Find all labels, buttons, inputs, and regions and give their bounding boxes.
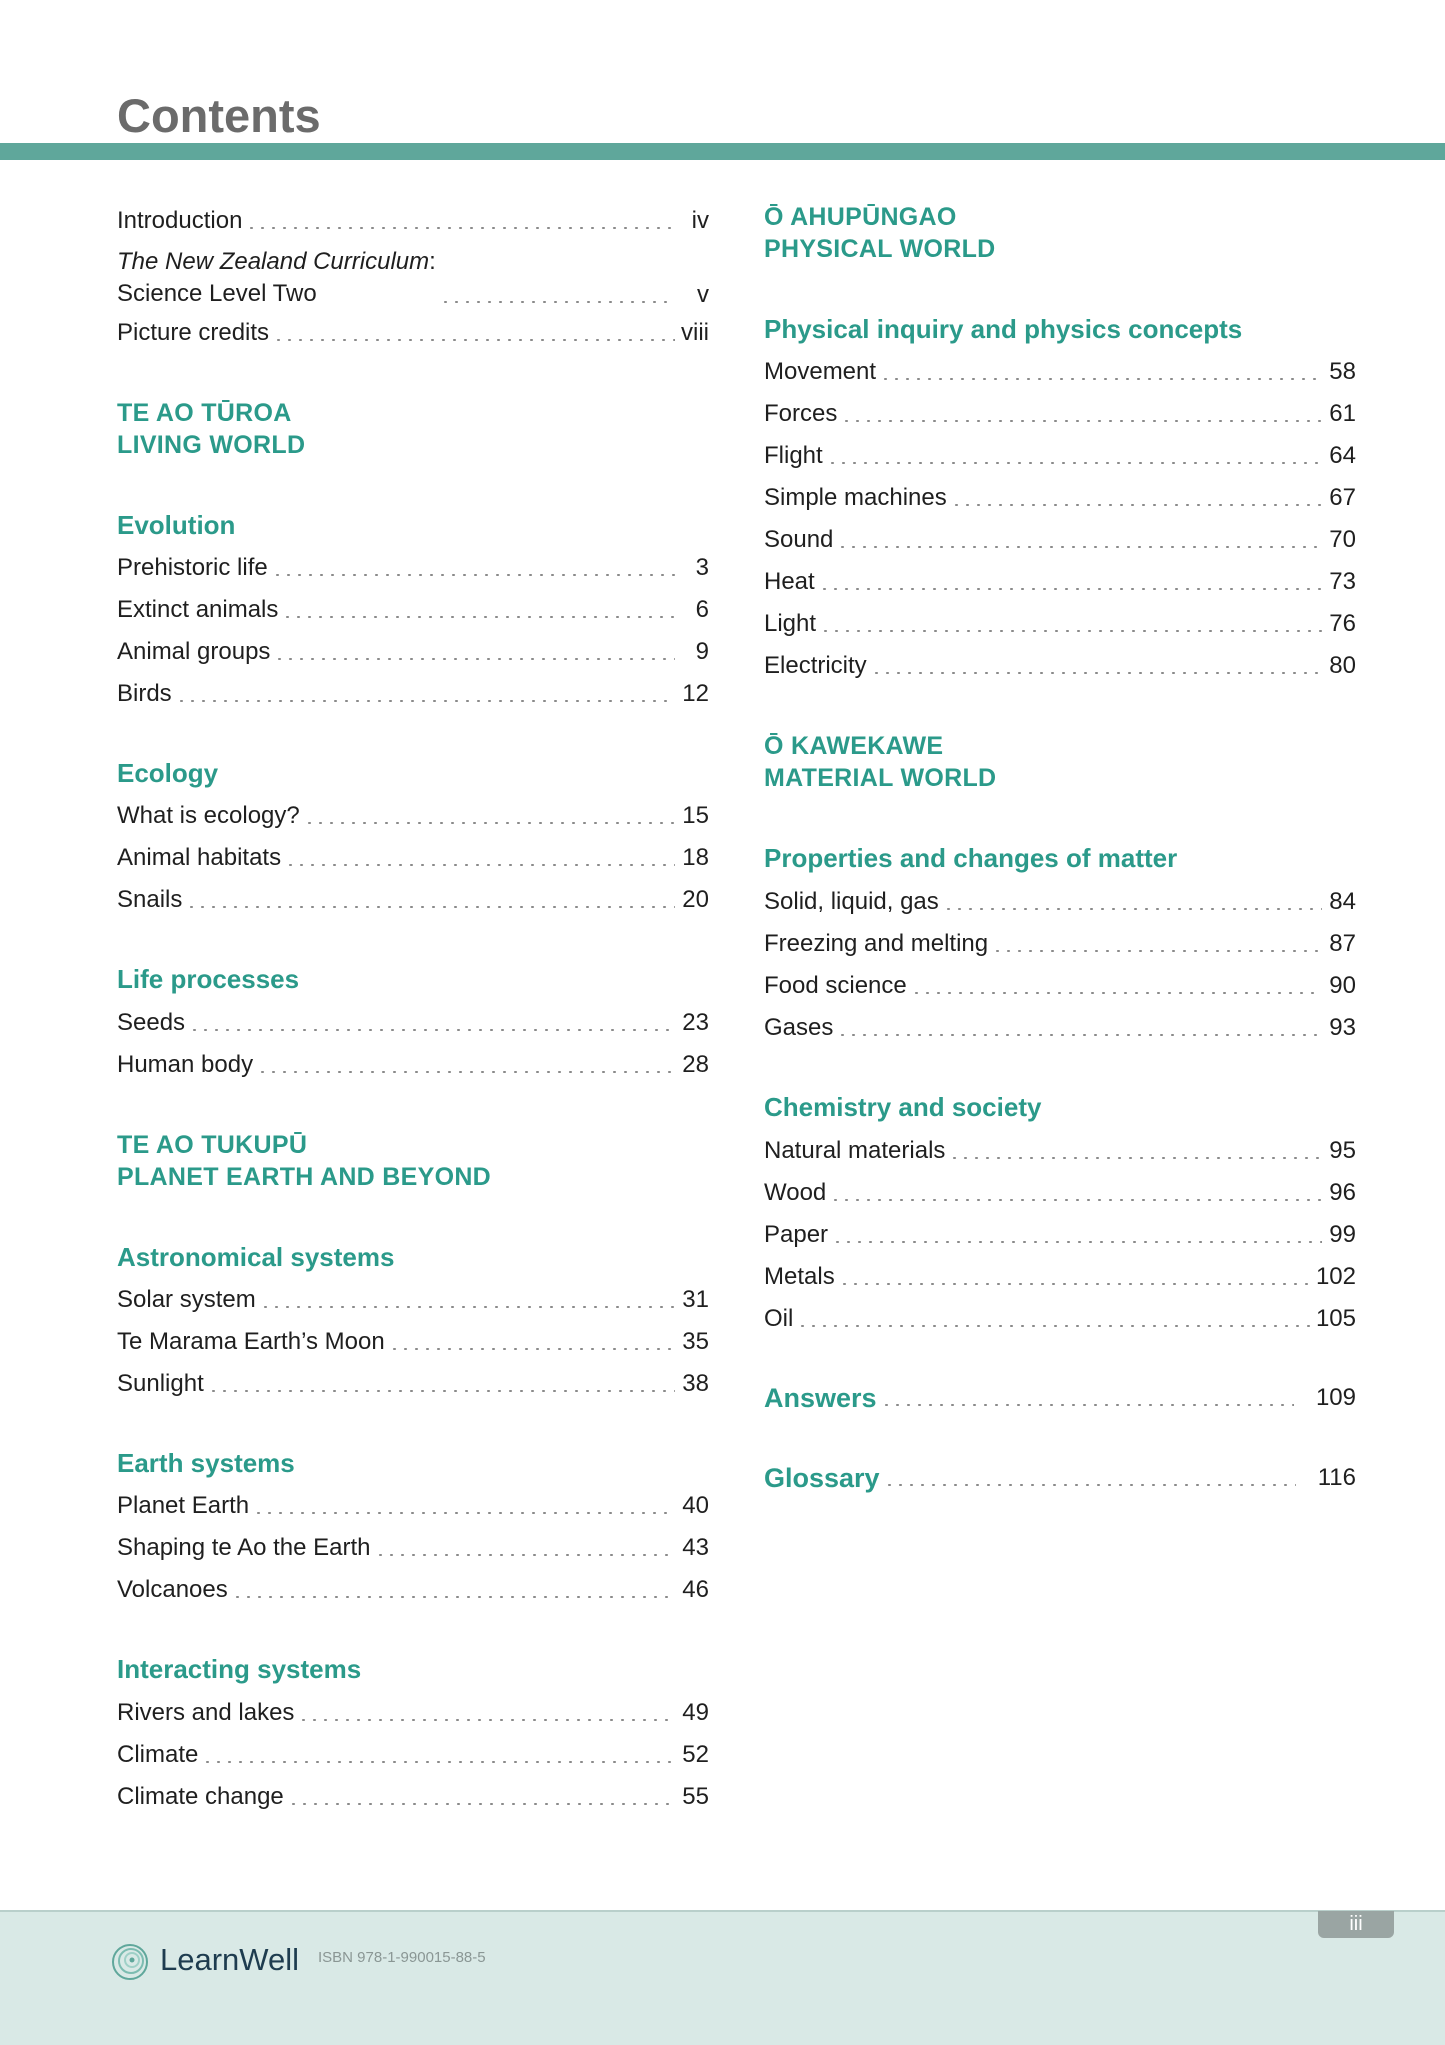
toc-entry[interactable]: Sunlight 38 xyxy=(117,1370,709,1397)
toc-entry[interactable]: What is ecology? 15 xyxy=(117,802,709,829)
toc-entry[interactable]: Sound 70 xyxy=(764,526,1356,553)
toc-entry[interactable]: Electricity 80 xyxy=(764,652,1356,679)
toc-entry[interactable]: Wood 96 xyxy=(764,1179,1356,1206)
title-rule xyxy=(0,143,1445,160)
toc-entry[interactable]: Solar system 31 xyxy=(117,1286,709,1313)
toc-entry-curriculum[interactable]: The New Zealand Curriculum: Science Level Two v xyxy=(117,248,709,308)
toc-entry[interactable]: Oil 105 xyxy=(764,1305,1356,1332)
section-heading-ecology: Ecology xyxy=(117,758,219,788)
curriculum-subtitle: Science Level Two xyxy=(117,280,317,307)
toc-entry[interactable]: Animal groups 9 xyxy=(117,638,709,665)
toc-entry[interactable]: Extinct animals 6 xyxy=(117,596,709,623)
strand-heading-material-world: Ō KAWEKAWE MATERIAL WORLD xyxy=(764,732,997,792)
toc-entry[interactable]: Natural materials 95 xyxy=(764,1137,1356,1164)
toc-entry[interactable]: Light 76 xyxy=(764,610,1356,637)
section-heading-life-processes: Life processes xyxy=(117,964,300,994)
toc-entry-answers[interactable]: Answers 109 xyxy=(764,1383,1356,1413)
toc-entry[interactable]: Paper 99 xyxy=(764,1221,1356,1248)
strand-heading-living-world: TE AO TŪROA LIVING WORLD xyxy=(117,399,306,459)
section-heading-physics: Physical inquiry and physics concepts xyxy=(764,314,1243,344)
toc-entry-picture-credits[interactable]: Picture credits viii xyxy=(117,319,709,346)
toc-entry[interactable]: Rivers and lakes 49 xyxy=(117,1699,709,1726)
toc-entry-introduction[interactable]: Introduction iv xyxy=(117,207,709,234)
spiral-logo-icon xyxy=(110,1942,150,1982)
toc-entry[interactable]: Shaping te Ao the Earth 43 xyxy=(117,1534,709,1561)
page-title: Contents xyxy=(117,89,321,142)
section-heading-chemistry: Chemistry and society xyxy=(764,1092,1042,1122)
toc-entry[interactable]: Snails 20 xyxy=(117,886,709,913)
toc-entry[interactable]: Seeds 23 xyxy=(117,1009,709,1036)
section-heading-earth-systems: Earth systems xyxy=(117,1448,295,1478)
isbn-text: ISBN 978-1-990015-88-5 xyxy=(318,1949,486,1966)
toc-entry[interactable]: Movement 58 xyxy=(764,358,1356,385)
toc-entry[interactable]: Freezing and melting 87 xyxy=(764,930,1356,957)
publisher-logo-text: LearnWell xyxy=(160,1942,300,1977)
section-heading-astronomical-systems: Astronomical systems xyxy=(117,1242,395,1272)
toc-entry[interactable]: Climate change 55 xyxy=(117,1783,709,1810)
toc-entry[interactable]: Gases 93 xyxy=(764,1014,1356,1041)
toc-entry[interactable]: Planet Earth 40 xyxy=(117,1492,709,1519)
toc-entry[interactable]: Flight 64 xyxy=(764,442,1356,469)
section-heading-interacting-systems: Interacting systems xyxy=(117,1654,362,1684)
toc-entry[interactable]: Volcanoes 46 xyxy=(117,1576,709,1603)
toc-entry[interactable]: Heat 73 xyxy=(764,568,1356,595)
toc-entry[interactable]: Food science 90 xyxy=(764,972,1356,999)
toc-entry[interactable]: Metals 102 xyxy=(764,1263,1356,1290)
page-number-tab: iii xyxy=(1318,1911,1394,1938)
toc-entry[interactable]: Climate 52 xyxy=(117,1741,709,1768)
toc-entry[interactable]: Solid, liquid, gas 84 xyxy=(764,888,1356,915)
toc-entry[interactable]: Birds 12 xyxy=(117,680,709,707)
toc-entry[interactable]: Prehistoric life 3 xyxy=(117,554,709,581)
toc-entry-glossary[interactable]: Glossary 116 xyxy=(764,1463,1356,1493)
section-heading-matter: Properties and changes of matter xyxy=(764,843,1178,873)
curriculum-title: The New Zealand Curriculum xyxy=(117,248,430,275)
strand-heading-physical-world: Ō AHUPŪNGAO PHYSICAL WORLD xyxy=(764,203,996,263)
toc-entry[interactable]: Animal habitats 18 xyxy=(117,844,709,871)
toc-entry[interactable]: Forces 61 xyxy=(764,400,1356,427)
toc-entry[interactable]: Simple machines 67 xyxy=(764,484,1356,511)
toc-entry[interactable]: Te Marama Earth’s Moon 35 xyxy=(117,1328,709,1355)
toc-entry[interactable]: Human body 28 xyxy=(117,1051,709,1078)
section-heading-evolution: Evolution xyxy=(117,510,236,540)
strand-heading-planet-earth: TE AO TUKUPŪ PLANET EARTH AND BEYOND xyxy=(117,1131,492,1191)
